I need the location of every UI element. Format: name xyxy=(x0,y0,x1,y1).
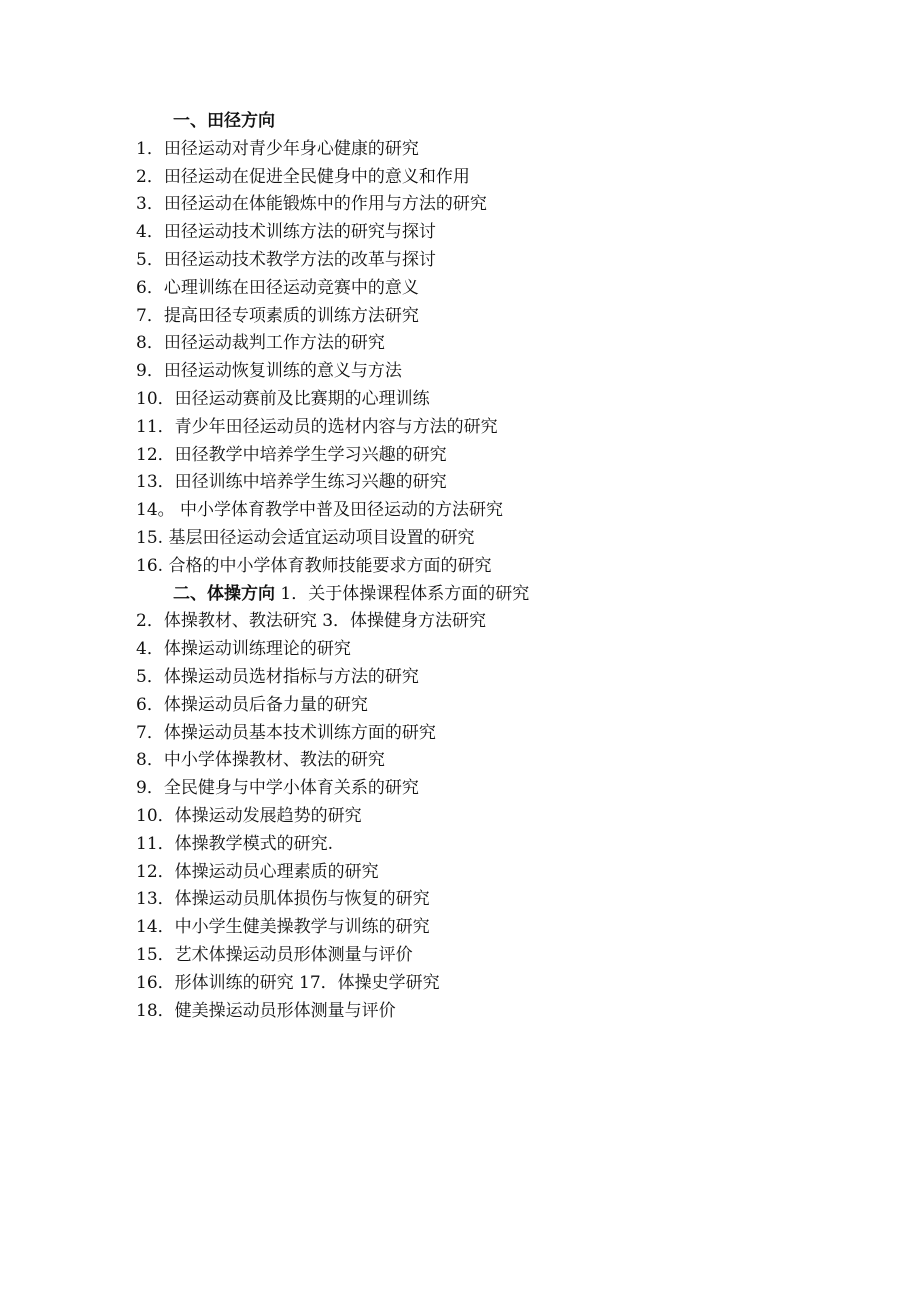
list-item: 13．体操运动员肌体损伤与恢复的研究 xyxy=(136,889,430,910)
list-item: 18．健美操运动员形体测量与评价 xyxy=(136,1000,396,1021)
list-item: 11．体操教学模式的研究. xyxy=(136,833,334,854)
heading-inline-item: 1．关于体操课程体系方面的研究 xyxy=(275,583,530,604)
list-item: 8．田径运动裁判工作方法的研究 xyxy=(136,333,385,354)
list-item: 12．体操运动员心理素质的研究 xyxy=(136,861,379,882)
list-item: 14．中小学生健美操教学与训练的研究 xyxy=(136,917,430,938)
document-page xyxy=(136,108,836,1025)
list-item: 4．体操运动训练理论的研究 xyxy=(136,639,351,660)
list-item: 7．体操运动员基本技术训练方面的研究 xyxy=(136,722,436,743)
list-item: 2．田径运动在促进全民健身中的意义和作用 xyxy=(136,166,470,187)
list-item: 9．全民健身与中学小体育关系的研究 xyxy=(136,778,419,799)
list-item: 6．心理训练在田径运动竞赛中的意义 xyxy=(136,277,419,298)
list-item: 15．艺术体操运动员形体测量与评价 xyxy=(136,944,413,965)
list-item: 11．青少年田径运动员的选材内容与方法的研究 xyxy=(136,416,498,437)
list-item: 6．体操运动员后备力量的研究 xyxy=(136,694,368,715)
list-item: 1．田径运动对青少年身心健康的研究 xyxy=(136,138,419,159)
list-item: 9．田径运动恢复训练的意义与方法 xyxy=(136,361,402,382)
section-heading-track-field: 一、田径方向 xyxy=(173,111,275,131)
list-item: 10．体操运动发展趋势的研究 xyxy=(136,805,362,826)
track-field-topic-list xyxy=(136,136,836,581)
list-item: 5．体操运动员选材指标与方法的研究 xyxy=(136,666,419,687)
list-item: 4．田径运动技术训练方法的研究与探讨 xyxy=(136,222,436,243)
list-item: 12．田径教学中培养学生学习兴趣的研究 xyxy=(136,444,447,465)
list-item: 13．田径训练中培养学生练习兴趣的研究 xyxy=(136,472,447,493)
list-item: 3．田径运动在体能锻炼中的作用与方法的研究 xyxy=(136,194,487,215)
list-item: 5．田径运动技术教学方法的改革与探讨 xyxy=(136,249,436,270)
gymnastics-topic-list xyxy=(136,608,836,1025)
list-item: 15. 基层田径运动会适宜运动项目设置的研究 xyxy=(136,527,475,548)
list-item: 16. 合格的中小学体育教师技能要求方面的研究 xyxy=(136,555,492,576)
list-item: 2．体操教材、教法研究 3．体操健身方法研究 xyxy=(136,611,487,632)
list-item: 16．形体训练的研究 17．体操史学研究 xyxy=(136,972,440,993)
list-item: 14。 中小学体育教学中普及田径运动的方法研究 xyxy=(136,500,504,521)
list-item: 8．中小学体操教材、教法的研究 xyxy=(136,750,385,771)
section-heading-gymnastics: 二、体操方向 1．关于体操课程体系方面的研究 xyxy=(173,583,530,604)
list-item: 7．提高田径专项素质的训练方法研究 xyxy=(136,305,419,326)
list-item: 10．田径运动赛前及比赛期的心理训练 xyxy=(136,388,430,409)
